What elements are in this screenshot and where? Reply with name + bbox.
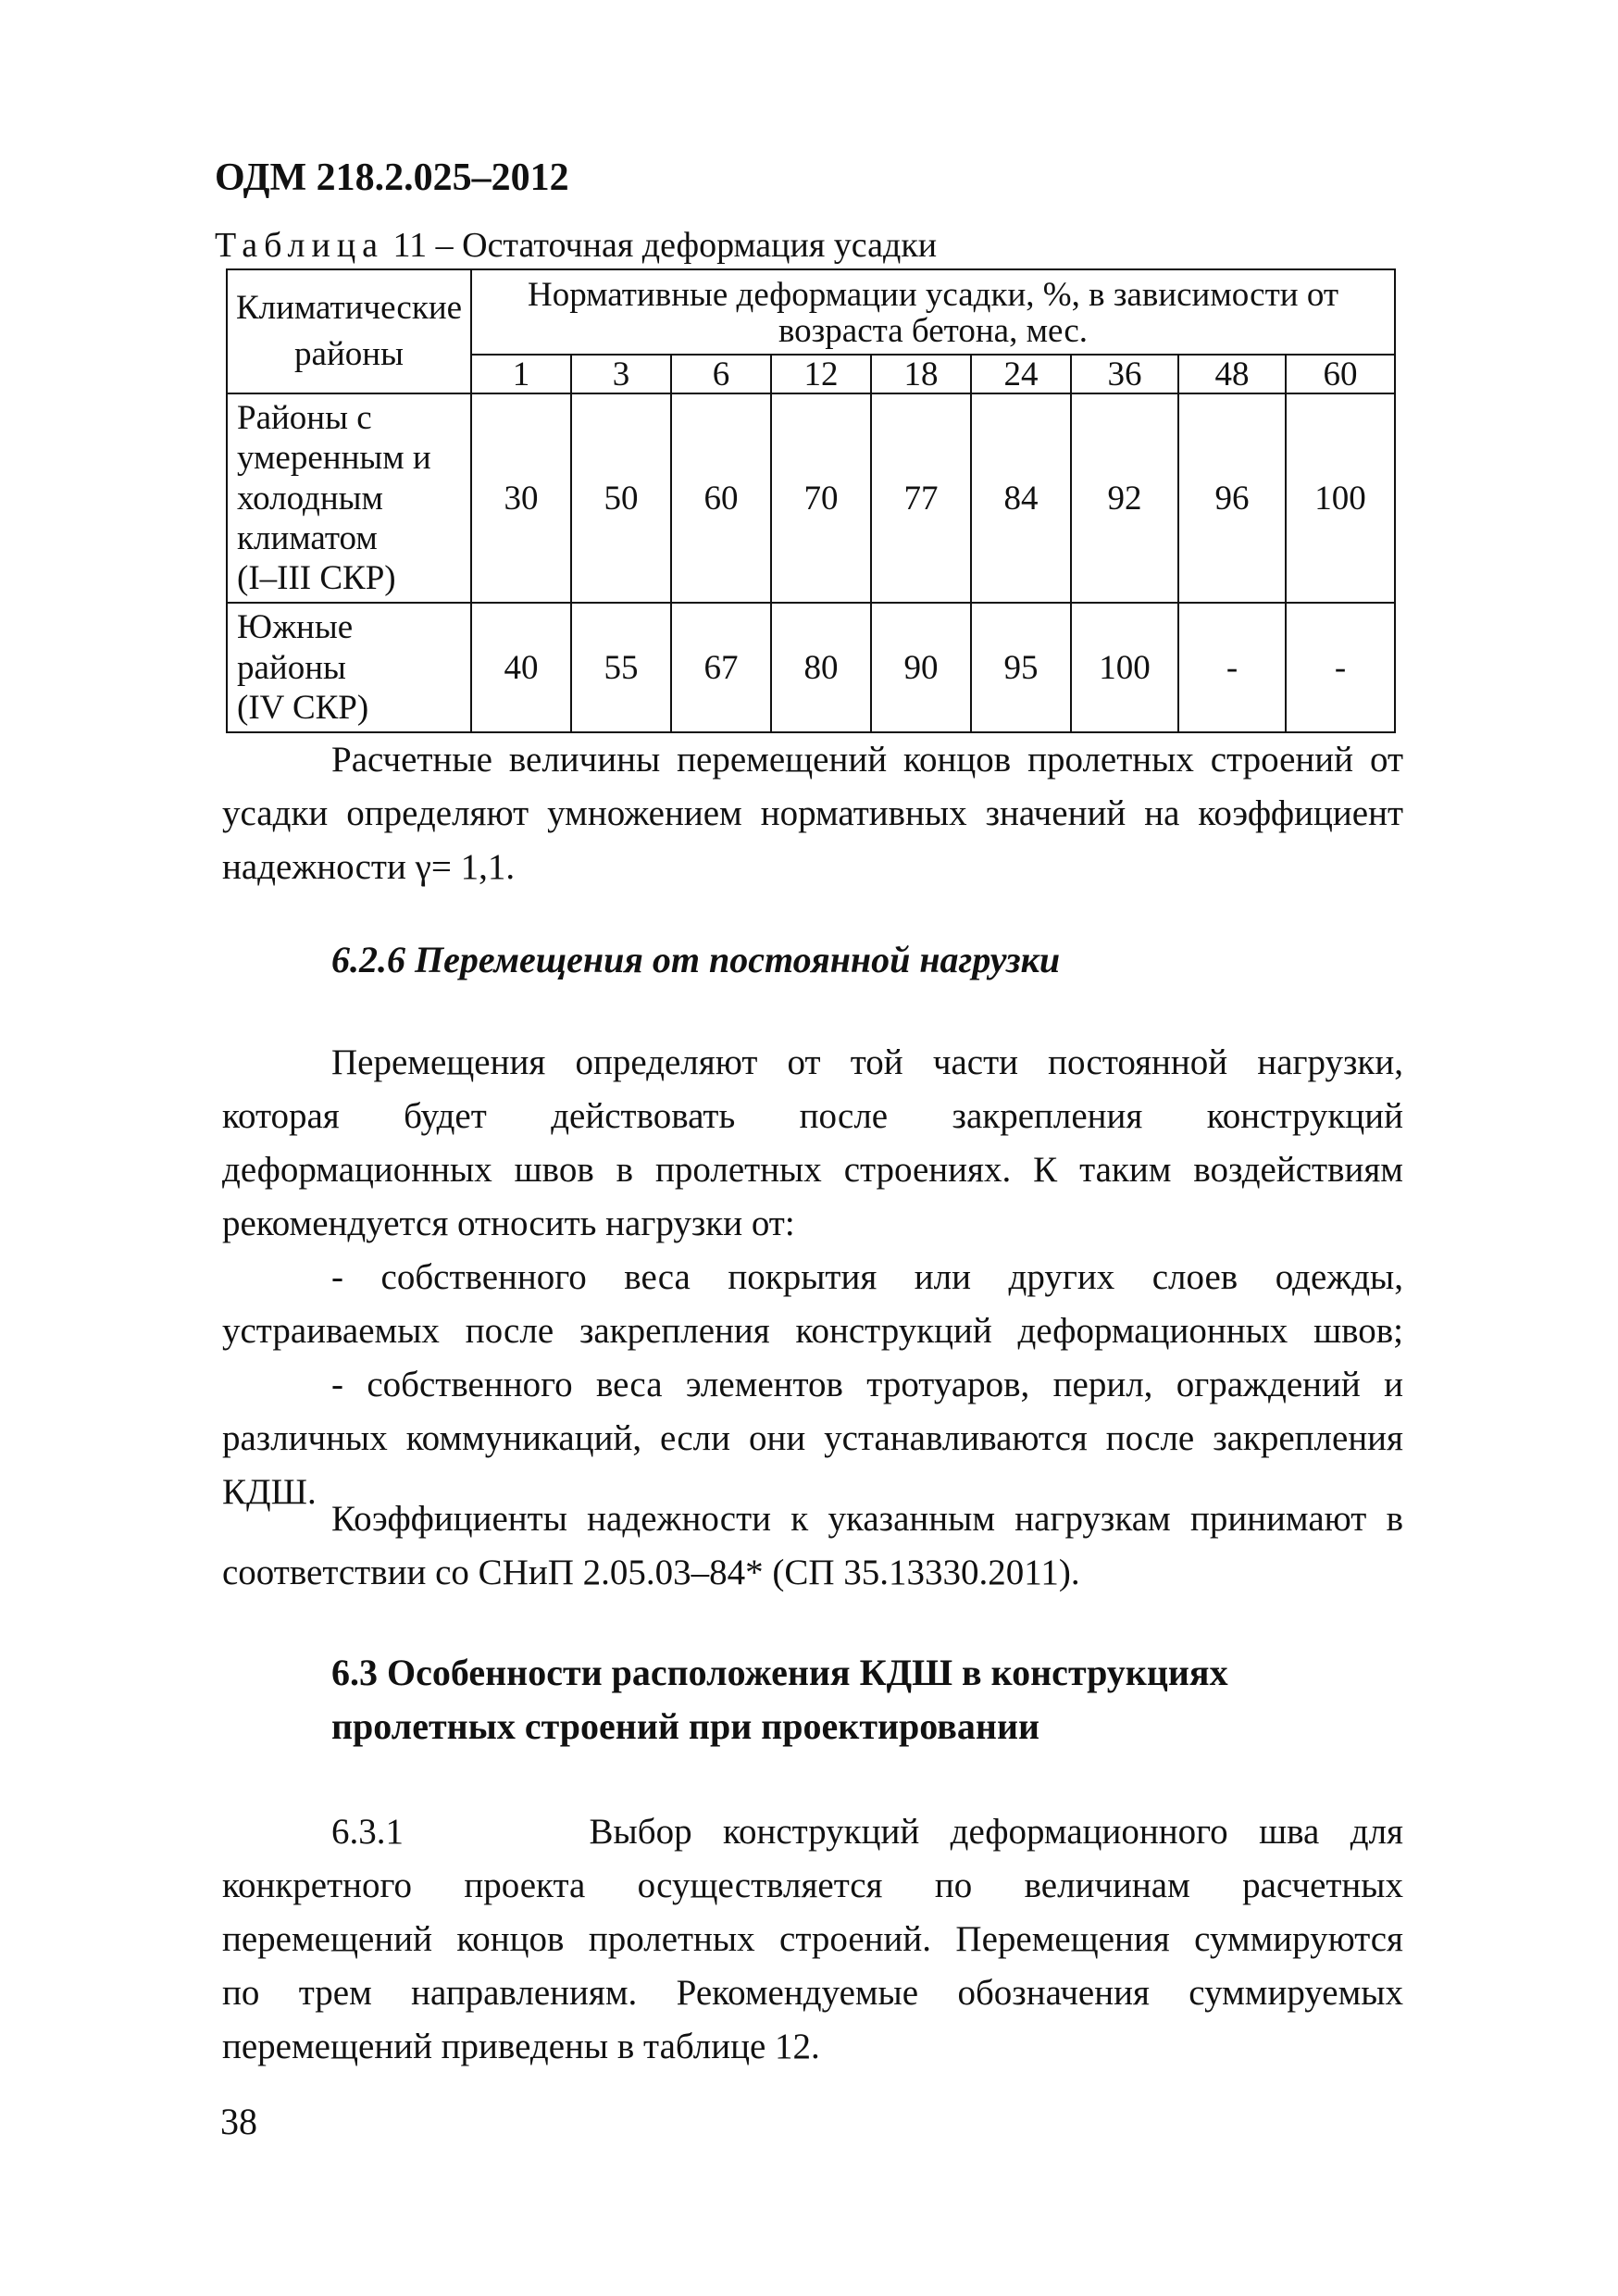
age-cell: 36 (1071, 355, 1178, 393)
text-line: перемещений концов пролетных строений. Перемещения суммируются (222, 1919, 1403, 1959)
value-cell: 96 (1178, 393, 1286, 603)
region-name-cell (227, 603, 471, 732)
value-cell: 70 (771, 393, 871, 603)
value-cell: 50 (571, 393, 671, 603)
table-header-row (227, 269, 1395, 355)
text-line: по трем направлениям. Рекомендуемые обозначения суммируемых (222, 1973, 1403, 2013)
text-line: Расчетные величины перемещений концов пролетных строений от (331, 740, 1403, 780)
value-cell: 95 (971, 603, 1071, 732)
text-line: - собственного веса элементов тротуаров, перил, ограждений и (331, 1365, 1403, 1404)
age-cell: 3 (571, 355, 671, 393)
text-line: устраиваемых после закрепления конструкций деформационных швов; (222, 1311, 1403, 1351)
value-cell: - (1178, 603, 1286, 732)
region-line: (IV СКР) (237, 688, 369, 727)
table-caption-title: 11 – Остаточная деформация усадки (384, 226, 938, 265)
age-cell: 1 (471, 355, 571, 393)
value-cell: 90 (871, 603, 971, 732)
text-line: 6.3.1 Выбор конструкций деформационного шва для (331, 1812, 1403, 1852)
table-caption (215, 225, 937, 266)
section-heading-6-3 (331, 1646, 1228, 1753)
region-line: (I–III СКР) (237, 559, 396, 598)
table-row-southern (227, 603, 1395, 732)
value-cell: 84 (971, 393, 1071, 603)
text-line: надежности γ= 1,1. (222, 847, 516, 887)
value-cell: 30 (471, 393, 571, 603)
age-cell: 6 (671, 355, 771, 393)
text-line: Перемещения определяют от той части постоянной нагрузки, (331, 1042, 1403, 1082)
age-cell: 60 (1286, 355, 1395, 393)
value-cell: 55 (571, 603, 671, 732)
value-cell: 100 (1286, 393, 1395, 603)
value-cell: 100 (1071, 603, 1178, 732)
region-line: Южные (237, 608, 354, 647)
document-code: ОДМ 218.2.025–2012 (215, 156, 569, 199)
text-line: различных коммуникаций, если они устанавливаются после закрепления (222, 1418, 1403, 1458)
section-heading-6-2-6: 6.2.6 Перемещения от постоянной нагрузки (331, 939, 1061, 980)
region-line: климатом (237, 518, 378, 557)
table-caption-label: Таблица (215, 226, 385, 265)
text-line: которая будет действовать после закрепления конструкций (222, 1096, 1403, 1136)
paragraph-reliability-coefficients (222, 1492, 1403, 1600)
table-row-temperate (227, 393, 1395, 603)
text-line: деформационных швов в пролетных строениях. К таким воздействиям (222, 1150, 1403, 1190)
paragraph-6-3-1 (222, 1805, 1403, 2074)
paragraph-shrinkage-calc (222, 733, 1403, 894)
text-line: перемещений приведены в таблице 12. (222, 2027, 820, 2066)
region-line: Районы с (237, 399, 372, 437)
region-line: холодным (237, 479, 383, 518)
region-name-cell (227, 393, 471, 603)
section-heading-line: 6.3 Особенности расположения КДШ в конструкциях (331, 1652, 1228, 1693)
text-line: Коэффициенты надежности к указанным нагрузкам принимают в (331, 1499, 1403, 1539)
age-cell: 18 (871, 355, 971, 393)
age-cell: 24 (971, 355, 1071, 393)
value-cell: 40 (471, 603, 571, 732)
value-cell: 60 (671, 393, 771, 603)
bullet-coating-weight (222, 1251, 1403, 1358)
section-heading-line: пролетных строений при проектировании (331, 1705, 1040, 1747)
value-cell: 77 (871, 393, 971, 603)
region-line: умеренным и (237, 439, 431, 478)
value-cell: - (1286, 603, 1395, 732)
text-line: - собственного веса покрытия или других слоев одежды, (331, 1257, 1403, 1297)
text-line: рекомендуется относить нагрузки от: (222, 1204, 795, 1243)
text-line: соответствии со СНиП 2.05.03–84* (СП 35.13330.2011). (222, 1553, 1080, 1592)
age-cell: 12 (771, 355, 871, 393)
page-number: 38 (220, 2101, 257, 2142)
value-cell: 80 (771, 603, 871, 732)
region-line: районы (237, 648, 346, 687)
value-cell: 92 (1071, 393, 1178, 603)
paragraph-permanent-load (222, 1036, 1403, 1251)
region-header-cell: Климатические районы (227, 269, 471, 393)
text-line: КДШ. (222, 1472, 317, 1512)
shrinkage-table (226, 268, 1396, 733)
deformation-header-cell: Нормативные деформации усадки, %, в зависимости от возраста бетона, мес. (471, 269, 1395, 355)
text-line: конкретного проекта осуществляется по величинам расчетных (222, 1866, 1403, 1905)
age-cell: 48 (1178, 355, 1286, 393)
text-line: усадки определяют умножением нормативных значений на коэффициент (222, 793, 1403, 833)
value-cell: 67 (671, 603, 771, 732)
